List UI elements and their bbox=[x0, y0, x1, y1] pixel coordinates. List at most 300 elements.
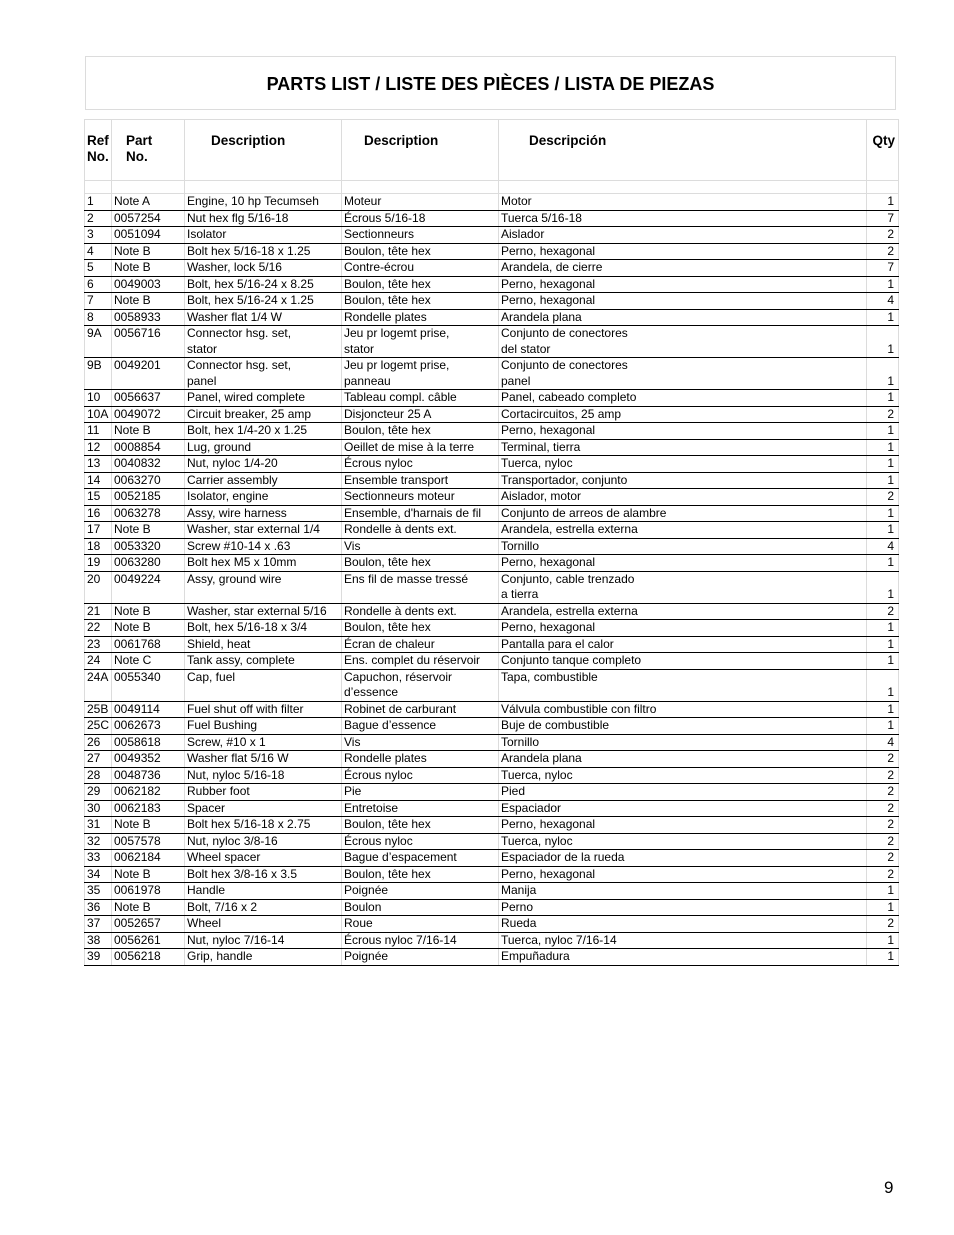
cell-qty: 1 bbox=[867, 701, 899, 718]
cell-part-no: 0063280 bbox=[112, 555, 185, 572]
cell-description-fr: Bague d’espacement bbox=[342, 850, 499, 867]
cell-part-no: Note A bbox=[112, 194, 185, 211]
cell-description-en: Wheel spacer bbox=[185, 850, 342, 867]
cell-description-es: Tuerca, nyloc bbox=[499, 456, 867, 473]
cell-description-fr: Sectionneurs moteur bbox=[342, 489, 499, 506]
cell-description-es: Tornillo bbox=[499, 734, 867, 751]
cell-part-no: Note C bbox=[112, 653, 185, 670]
cell-description-es: Empuñadura bbox=[499, 949, 867, 966]
cell-description-fr: Boulon, tête hex bbox=[342, 293, 499, 310]
cell-description-fr: Poignée bbox=[342, 949, 499, 966]
cell-description-en: Assy, wire harness bbox=[185, 505, 342, 522]
cell-qty: 1 bbox=[867, 390, 899, 407]
cell-ref: 13 bbox=[85, 456, 112, 473]
cell-qty: 2 bbox=[867, 833, 899, 850]
cell-description-en: Bolt, hex 5/16-18 x 3/4 bbox=[185, 620, 342, 637]
cell-part-no: 0040832 bbox=[112, 456, 185, 473]
cell-description-es: Conjunto de conectores del stator bbox=[499, 326, 867, 358]
table-row bbox=[85, 669, 899, 701]
header-desc-es: Descripción bbox=[499, 120, 867, 181]
page-number: 9 bbox=[884, 1178, 894, 1197]
cell-part-no: 0049201 bbox=[112, 358, 185, 390]
cell-description-fr: Rondelle à dents ext. bbox=[342, 522, 499, 539]
cell-description-fr: Ens. complet du réservoir bbox=[342, 653, 499, 670]
cell-description-en: Screw, #10 x 1 bbox=[185, 734, 342, 751]
cell-description-es: Tapa, combustible bbox=[499, 669, 867, 701]
cell-ref: 10A bbox=[85, 406, 112, 423]
cell-description-en: Assy, ground wire bbox=[185, 571, 342, 603]
cell-part-no: 0049224 bbox=[112, 571, 185, 603]
cell-qty: 2 bbox=[867, 916, 899, 933]
cell-description-fr: Pie bbox=[342, 784, 499, 801]
cell-part-no: 0049072 bbox=[112, 406, 185, 423]
table-row bbox=[85, 276, 899, 293]
cell-description-en: Bolt, hex 5/16-24 x 8.25 bbox=[185, 276, 342, 293]
table-row bbox=[85, 309, 899, 326]
cell-description-fr: Capuchon, réservoir d’essence bbox=[342, 669, 499, 701]
cell-part-no: 0056637 bbox=[112, 390, 185, 407]
cell-description-en: Washer flat 1/4 W bbox=[185, 309, 342, 326]
cell-qty: 1 bbox=[867, 276, 899, 293]
header-ref: Ref No. bbox=[85, 120, 112, 181]
table-row bbox=[85, 406, 899, 423]
cell-description-en: Bolt hex 3/8-16 x 3.5 bbox=[185, 866, 342, 883]
cell-ref: 30 bbox=[85, 800, 112, 817]
table-row bbox=[85, 620, 899, 637]
cell-ref: 15 bbox=[85, 489, 112, 506]
cell-description-fr: Écrous nyloc bbox=[342, 456, 499, 473]
cell-description-en: Connector hsg. set, stator bbox=[185, 326, 342, 358]
title-box bbox=[85, 56, 896, 110]
cell-description-es: Rueda bbox=[499, 916, 867, 933]
cell-ref: 10 bbox=[85, 390, 112, 407]
cell-qty: 1 bbox=[867, 358, 899, 390]
table-row bbox=[85, 505, 899, 522]
cell-qty: 1 bbox=[867, 505, 899, 522]
cell-description-en: Nut, nyloc 3/8-16 bbox=[185, 833, 342, 850]
cell-ref: 23 bbox=[85, 636, 112, 653]
cell-description-es: Transportador, conjunto bbox=[499, 472, 867, 489]
cell-ref: 38 bbox=[85, 932, 112, 949]
table-row bbox=[85, 439, 899, 456]
cell-description-fr: Moteur bbox=[342, 194, 499, 211]
cell-ref: 21 bbox=[85, 603, 112, 620]
cell-part-no: Note B bbox=[112, 293, 185, 310]
table-row bbox=[85, 949, 899, 966]
cell-part-no: 0008854 bbox=[112, 439, 185, 456]
cell-part-no: 0062673 bbox=[112, 718, 185, 735]
cell-description-fr: Sectionneurs bbox=[342, 227, 499, 244]
cell-description-en: Tank assy, complete bbox=[185, 653, 342, 670]
cell-ref: 2 bbox=[85, 210, 112, 227]
cell-description-es: Pantalla para el calor bbox=[499, 636, 867, 653]
table-row bbox=[85, 850, 899, 867]
table-row bbox=[85, 390, 899, 407]
cell-description-en: Cap, fuel bbox=[185, 669, 342, 701]
cell-description-en: Lug, ground bbox=[185, 439, 342, 456]
table-row bbox=[85, 883, 899, 900]
table-row bbox=[85, 555, 899, 572]
cell-qty: 1 bbox=[867, 555, 899, 572]
cell-description-fr: Roue bbox=[342, 916, 499, 933]
cell-description-fr: Rondelle plates bbox=[342, 751, 499, 768]
cell-description-es: Panel, cabeado completo bbox=[499, 390, 867, 407]
cell-description-en: Nut hex flg 5/16-18 bbox=[185, 210, 342, 227]
cell-description-en: Washer, star external 5/16 bbox=[185, 603, 342, 620]
page-title: PARTS LIST / LISTE DES PIÈCES / LISTA DE PIEZAS bbox=[266, 73, 715, 94]
cell-description-en: Engine, 10 hp Tecumseh bbox=[185, 194, 342, 211]
cell-qty: 1 bbox=[867, 899, 899, 916]
cell-description-en: Circuit breaker, 25 amp bbox=[185, 406, 342, 423]
cell-part-no: Note B bbox=[112, 899, 185, 916]
cell-description-fr: Boulon bbox=[342, 899, 499, 916]
cell-ref: 3 bbox=[85, 227, 112, 244]
cell-description-en: Isolator bbox=[185, 227, 342, 244]
cell-description-es: Válvula combustible con filtro bbox=[499, 701, 867, 718]
header-desc-fr: Description bbox=[342, 120, 499, 181]
cell-qty: 7 bbox=[867, 260, 899, 277]
cell-qty: 2 bbox=[867, 603, 899, 620]
cell-ref: 27 bbox=[85, 751, 112, 768]
table-row bbox=[85, 326, 899, 358]
cell-part-no: 0063278 bbox=[112, 505, 185, 522]
cell-part-no: Note B bbox=[112, 620, 185, 637]
table-row bbox=[85, 800, 899, 817]
table-row bbox=[85, 701, 899, 718]
cell-qty: 1 bbox=[867, 194, 899, 211]
parts-table bbox=[84, 119, 899, 966]
cell-description-es: Tornillo bbox=[499, 538, 867, 555]
cell-description-es: Perno, hexagonal bbox=[499, 620, 867, 637]
cell-ref: 4 bbox=[85, 243, 112, 260]
cell-description-es: Terminal, tierra bbox=[499, 439, 867, 456]
cell-description-es: Tuerca, nyloc bbox=[499, 767, 867, 784]
cell-part-no: 0056218 bbox=[112, 949, 185, 966]
cell-description-es: Pied bbox=[499, 784, 867, 801]
table-row bbox=[85, 293, 899, 310]
cell-part-no: 0056261 bbox=[112, 932, 185, 949]
cell-description-es: Cortacircuitos, 25 amp bbox=[499, 406, 867, 423]
cell-description-es: Perno bbox=[499, 899, 867, 916]
cell-ref: 28 bbox=[85, 767, 112, 784]
cell-qty: 1 bbox=[867, 636, 899, 653]
cell-ref: 31 bbox=[85, 817, 112, 834]
cell-qty: 1 bbox=[867, 571, 899, 603]
cell-part-no: 0049352 bbox=[112, 751, 185, 768]
cell-description-fr: Jeu pr logemt prise, stator bbox=[342, 326, 499, 358]
cell-description-en: Bolt hex 5/16-18 x 1.25 bbox=[185, 243, 342, 260]
cell-part-no: 0063270 bbox=[112, 472, 185, 489]
cell-description-en: Screw #10-14 x .63 bbox=[185, 538, 342, 555]
cell-ref: 9A bbox=[85, 326, 112, 358]
cell-description-es: Manija bbox=[499, 883, 867, 900]
cell-ref: 20 bbox=[85, 571, 112, 603]
cell-description-fr: Rondelle plates bbox=[342, 309, 499, 326]
cell-ref: 1 bbox=[85, 194, 112, 211]
cell-description-fr: Boulon, tête hex bbox=[342, 866, 499, 883]
cell-description-fr: Vis bbox=[342, 734, 499, 751]
table-row bbox=[85, 899, 899, 916]
cell-description-en: Panel, wired complete bbox=[185, 390, 342, 407]
header-row bbox=[85, 120, 899, 181]
cell-description-fr: Écrous nyloc 7/16-14 bbox=[342, 932, 499, 949]
cell-description-fr: Écrous 5/16-18 bbox=[342, 210, 499, 227]
cell-description-fr: Écran de chaleur bbox=[342, 636, 499, 653]
cell-description-en: Washer flat 5/16 W bbox=[185, 751, 342, 768]
cell-description-fr: Boulon, tête hex bbox=[342, 243, 499, 260]
cell-part-no: 0062184 bbox=[112, 850, 185, 867]
cell-description-fr: Boulon, tête hex bbox=[342, 817, 499, 834]
table-row bbox=[85, 194, 899, 211]
cell-ref: 24 bbox=[85, 653, 112, 670]
cell-description-es: Perno, hexagonal bbox=[499, 243, 867, 260]
cell-ref: 32 bbox=[85, 833, 112, 850]
cell-part-no: 0057254 bbox=[112, 210, 185, 227]
cell-description-fr: Boulon, tête hex bbox=[342, 423, 499, 440]
cell-qty: 2 bbox=[867, 489, 899, 506]
cell-qty: 1 bbox=[867, 472, 899, 489]
cell-description-en: Isolator, engine bbox=[185, 489, 342, 506]
cell-qty: 2 bbox=[867, 406, 899, 423]
cell-part-no: 0062182 bbox=[112, 784, 185, 801]
cell-description-en: Nut, nyloc 5/16-18 bbox=[185, 767, 342, 784]
cell-qty: 1 bbox=[867, 326, 899, 358]
cell-description-fr: Ens fil de masse tressé bbox=[342, 571, 499, 603]
table-row bbox=[85, 718, 899, 735]
cell-part-no: 0055340 bbox=[112, 669, 185, 701]
parts-body bbox=[85, 181, 899, 966]
cell-qty: 1 bbox=[867, 949, 899, 966]
cell-ref: 33 bbox=[85, 850, 112, 867]
cell-qty: 1 bbox=[867, 653, 899, 670]
cell-part-no: Note B bbox=[112, 423, 185, 440]
cell-qty: 1 bbox=[867, 718, 899, 735]
cell-part-no: Note B bbox=[112, 603, 185, 620]
cell-ref: 14 bbox=[85, 472, 112, 489]
table-row bbox=[85, 358, 899, 390]
cell-description-en: Nut, nyloc 7/16-14 bbox=[185, 932, 342, 949]
cell-description-es: Arandela plana bbox=[499, 309, 867, 326]
table-row bbox=[85, 751, 899, 768]
cell-ref: 18 bbox=[85, 538, 112, 555]
cell-description-es: Tuerca, nyloc 7/16-14 bbox=[499, 932, 867, 949]
cell-ref: 22 bbox=[85, 620, 112, 637]
cell-ref: 29 bbox=[85, 784, 112, 801]
cell-ref: 12 bbox=[85, 439, 112, 456]
cell-description-en: Nut, nyloc 1/4-20 bbox=[185, 456, 342, 473]
cell-description-es: Perno, hexagonal bbox=[499, 866, 867, 883]
cell-ref: 16 bbox=[85, 505, 112, 522]
cell-description-es: Conjunto de conectores panel bbox=[499, 358, 867, 390]
table-row bbox=[85, 734, 899, 751]
cell-description-fr: Ensemble, d'harnais de fil bbox=[342, 505, 499, 522]
cell-description-fr: Boulon, tête hex bbox=[342, 555, 499, 572]
cell-description-es: Conjunto tanque completo bbox=[499, 653, 867, 670]
cell-ref: 25B bbox=[85, 701, 112, 718]
cell-description-en: Fuel Bushing bbox=[185, 718, 342, 735]
cell-qty: 1 bbox=[867, 883, 899, 900]
table-row bbox=[85, 767, 899, 784]
cell-qty: 1 bbox=[867, 932, 899, 949]
header-desc-en: Description bbox=[185, 120, 342, 181]
cell-ref: 35 bbox=[85, 883, 112, 900]
cell-part-no: Note B bbox=[112, 866, 185, 883]
cell-description-fr: Tableau compl. câble bbox=[342, 390, 499, 407]
table-row bbox=[85, 571, 899, 603]
cell-part-no: Note B bbox=[112, 260, 185, 277]
cell-description-en: Bolt, hex 1/4-20 x 1.25 bbox=[185, 423, 342, 440]
table-row bbox=[85, 817, 899, 834]
cell-qty: 1 bbox=[867, 669, 899, 701]
cell-part-no: 0051094 bbox=[112, 227, 185, 244]
cell-description-es: Arandela, estrella externa bbox=[499, 522, 867, 539]
cell-description-es: Conjunto, cable trenzado a tierra bbox=[499, 571, 867, 603]
table-row bbox=[85, 636, 899, 653]
cell-description-en: Handle bbox=[185, 883, 342, 900]
cell-description-en: Connector hsg. set, panel bbox=[185, 358, 342, 390]
cell-qty: 2 bbox=[867, 227, 899, 244]
cell-ref: 34 bbox=[85, 866, 112, 883]
cell-ref: 36 bbox=[85, 899, 112, 916]
spacer-row bbox=[85, 181, 899, 194]
cell-ref: 24A bbox=[85, 669, 112, 701]
cell-description-en: Shield, heat bbox=[185, 636, 342, 653]
cell-part-no: 0056716 bbox=[112, 326, 185, 358]
cell-description-en: Fuel shut off with filter bbox=[185, 701, 342, 718]
cell-part-no: 0061978 bbox=[112, 883, 185, 900]
cell-part-no: Note B bbox=[112, 522, 185, 539]
cell-part-no: 0048736 bbox=[112, 767, 185, 784]
cell-description-es: Arandela, estrella externa bbox=[499, 603, 867, 620]
cell-part-no: 0057578 bbox=[112, 833, 185, 850]
cell-description-es: Perno, hexagonal bbox=[499, 817, 867, 834]
cell-ref: 26 bbox=[85, 734, 112, 751]
cell-part-no: 0058618 bbox=[112, 734, 185, 751]
cell-ref: 5 bbox=[85, 260, 112, 277]
cell-description-fr: Disjoncteur 25 A bbox=[342, 406, 499, 423]
cell-description-en: Bolt hex M5 x 10mm bbox=[185, 555, 342, 572]
table-row bbox=[85, 210, 899, 227]
cell-qty: 2 bbox=[867, 817, 899, 834]
cell-description-fr: Vis bbox=[342, 538, 499, 555]
cell-part-no: 0052657 bbox=[112, 916, 185, 933]
cell-description-fr: Ensemble transport bbox=[342, 472, 499, 489]
cell-description-es: Motor bbox=[499, 194, 867, 211]
cell-description-es: Arandela plana bbox=[499, 751, 867, 768]
cell-description-en: Grip, handle bbox=[185, 949, 342, 966]
table-row bbox=[85, 538, 899, 555]
table-row bbox=[85, 227, 899, 244]
cell-ref: 11 bbox=[85, 423, 112, 440]
cell-description-fr: Écrous nyloc bbox=[342, 833, 499, 850]
cell-description-es: Espaciador bbox=[499, 800, 867, 817]
cell-description-fr: Écrous nyloc bbox=[342, 767, 499, 784]
cell-description-es: Espaciador de la rueda bbox=[499, 850, 867, 867]
table-row bbox=[85, 260, 899, 277]
table-row bbox=[85, 423, 899, 440]
table-row bbox=[85, 653, 899, 670]
table-row bbox=[85, 603, 899, 620]
cell-qty: 2 bbox=[867, 751, 899, 768]
cell-description-fr: Entretoise bbox=[342, 800, 499, 817]
cell-ref: 19 bbox=[85, 555, 112, 572]
cell-description-es: Tuerca 5/16-18 bbox=[499, 210, 867, 227]
cell-qty: 1 bbox=[867, 439, 899, 456]
table-row bbox=[85, 784, 899, 801]
cell-ref: 37 bbox=[85, 916, 112, 933]
cell-description-es: Perno, hexagonal bbox=[499, 276, 867, 293]
cell-ref: 7 bbox=[85, 293, 112, 310]
table-row bbox=[85, 456, 899, 473]
cell-qty: 1 bbox=[867, 309, 899, 326]
cell-qty: 4 bbox=[867, 293, 899, 310]
cell-ref: 6 bbox=[85, 276, 112, 293]
cell-part-no: 0049003 bbox=[112, 276, 185, 293]
cell-description-en: Washer, star external 1/4 bbox=[185, 522, 342, 539]
cell-description-en: Bolt hex 5/16-18 x 2.75 bbox=[185, 817, 342, 834]
cell-description-en: Washer, lock 5/16 bbox=[185, 260, 342, 277]
cell-description-fr: Robinet de carburant bbox=[342, 701, 499, 718]
cell-part-no: 0053320 bbox=[112, 538, 185, 555]
cell-ref: 39 bbox=[85, 949, 112, 966]
cell-description-en: Bolt, hex 5/16-24 x 1.25 bbox=[185, 293, 342, 310]
cell-ref: 25C bbox=[85, 718, 112, 735]
cell-part-no: 0062183 bbox=[112, 800, 185, 817]
cell-part-no: 0049114 bbox=[112, 701, 185, 718]
table-row bbox=[85, 866, 899, 883]
cell-qty: 1 bbox=[867, 456, 899, 473]
header-qty: Qty bbox=[867, 120, 899, 181]
cell-qty: 1 bbox=[867, 620, 899, 637]
table-row bbox=[85, 522, 899, 539]
cell-description-en: Rubber foot bbox=[185, 784, 342, 801]
cell-part-no: Note B bbox=[112, 817, 185, 834]
table-row bbox=[85, 489, 899, 506]
cell-description-es: Perno, hexagonal bbox=[499, 555, 867, 572]
table-row bbox=[85, 833, 899, 850]
cell-description-es: Aislador bbox=[499, 227, 867, 244]
cell-ref: 17 bbox=[85, 522, 112, 539]
cell-description-fr: Jeu pr logemt prise, panneau bbox=[342, 358, 499, 390]
cell-description-fr: Oeillet de mise à la terre bbox=[342, 439, 499, 456]
cell-qty: 4 bbox=[867, 538, 899, 555]
cell-description-fr: Contre-écrou bbox=[342, 260, 499, 277]
cell-description-es: Conjunto de arreos de alambre bbox=[499, 505, 867, 522]
cell-description-es: Buje de combustible bbox=[499, 718, 867, 735]
cell-description-es: Tuerca, nyloc bbox=[499, 833, 867, 850]
cell-qty: 2 bbox=[867, 866, 899, 883]
cell-qty: 7 bbox=[867, 210, 899, 227]
cell-description-es: Perno, hexagonal bbox=[499, 423, 867, 440]
cell-qty: 2 bbox=[867, 784, 899, 801]
table-row bbox=[85, 916, 899, 933]
cell-description-fr: Poignée bbox=[342, 883, 499, 900]
cell-description-fr: Boulon, tête hex bbox=[342, 620, 499, 637]
cell-qty: 2 bbox=[867, 800, 899, 817]
cell-qty: 2 bbox=[867, 243, 899, 260]
table-row bbox=[85, 472, 899, 489]
cell-part-no: 0052185 bbox=[112, 489, 185, 506]
cell-ref: 9B bbox=[85, 358, 112, 390]
table-row bbox=[85, 243, 899, 260]
cell-qty: 1 bbox=[867, 423, 899, 440]
cell-part-no: 0061768 bbox=[112, 636, 185, 653]
cell-description-en: Bolt, 7/16 x 2 bbox=[185, 899, 342, 916]
cell-description-fr: Boulon, tête hex bbox=[342, 276, 499, 293]
cell-description-es: Aislador, motor bbox=[499, 489, 867, 506]
cell-qty: 1 bbox=[867, 522, 899, 539]
table-row bbox=[85, 932, 899, 949]
